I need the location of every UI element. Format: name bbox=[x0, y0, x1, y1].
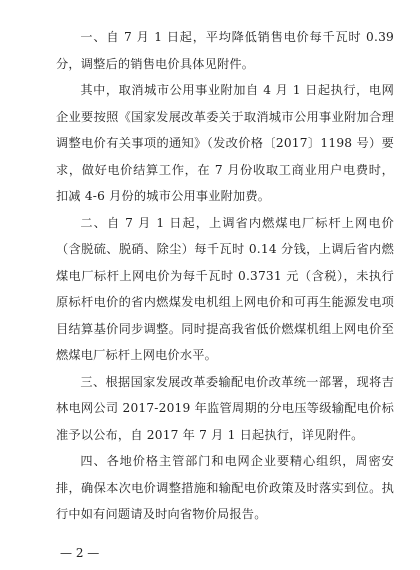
paragraph-3: 二、自 7 月 1 日起，上调省内燃煤电厂标杆上网电价（含脱硫、脱硝、除尘）每千瓦时 0.14 分钱，上调后省内燃煤电厂标杆上网电价为每千瓦时 0.3731 元（含税），未执行原标杆电价的省内燃煤发电机组上网电价和可再生能源发电项目结算基价同步调整。同时提高我省低价燃煤机组上网电价至燃煤电厂标杆上网电价水平。 bbox=[56, 215, 394, 362]
paragraph-2: 其中，取消城市公用事业附加自 4 月 1 日起执行，电网企业要按照《国家发展改革委关于取消城市公用事业附加合理调整电价有关事项的通知》（发改价格〔2017〕1198 号）要求，做好电价结算工作，在 7 月份收取工商业用户电费时，扣减 4-6 月份的城市公用事业附加费。 bbox=[56, 83, 394, 203]
paragraph-4: 三、根据国家发展改革委输配电价改革统一部署，现将吉林电网公司 2017-2019 年监管周期的分电压等级输配电价标准予以公布，自 2017 年 7 月 1 日起执行，详见附件。 bbox=[56, 374, 394, 442]
paragraph-1: 一、自 7 月 1 日起，平均降低销售电价每千瓦时 0.39 分，调整后的销售电价具体见附件。 bbox=[56, 30, 394, 71]
paragraph-5: 四、各地价格主管部门和电网企业要精心组织，周密安排，确保本次电价调整措施和输配电价政策及时落实到位。执行中如有问题请及时向省物价局报告。 bbox=[56, 454, 394, 521]
page-number: — 2 — bbox=[60, 546, 100, 560]
